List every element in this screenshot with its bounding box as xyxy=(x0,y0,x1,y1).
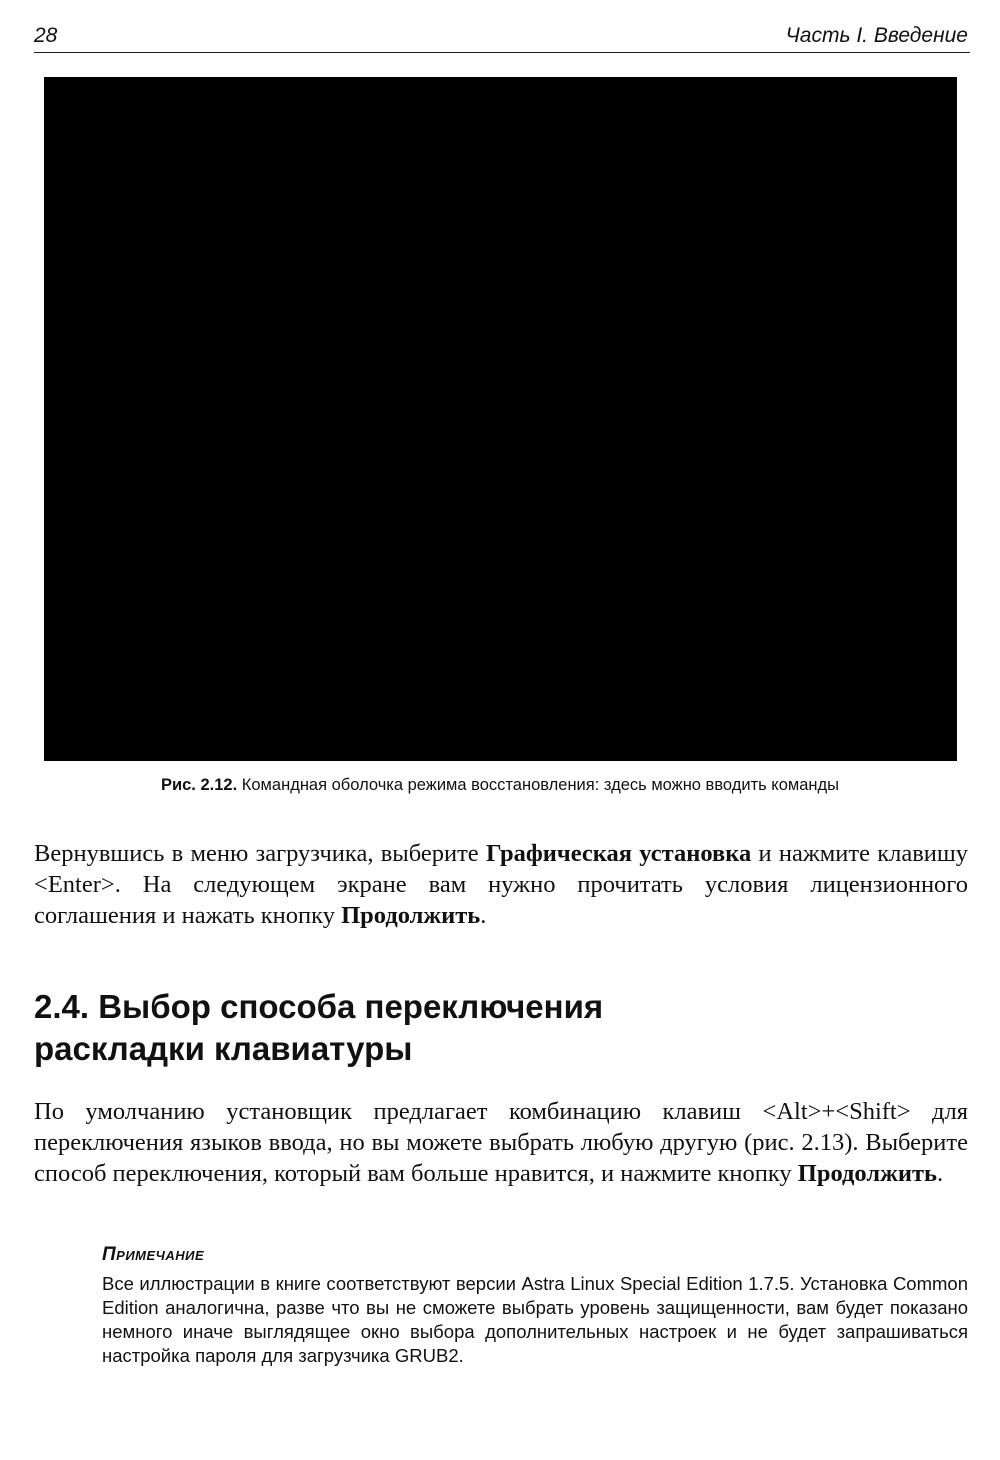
caption-text: Командная оболочка режима восстановления: здесь можно вводить команды xyxy=(237,776,840,794)
para2-bold-1: Продолжить xyxy=(797,1160,937,1187)
para2-text-1: По умолчанию установщик предлагает комбинацию клавиш <Alt>+<Shift> для переключения языков ввода, но вы можете выбрать любую другую (рис. 2.13). Выберите способ переключения, который вам больше нравится, и нажмите кнопку xyxy=(34,1098,968,1187)
body-paragraph-1 xyxy=(34,838,968,931)
section-heading-line-2: раскладки клавиатуры xyxy=(34,1030,413,1067)
para1-bold-1: Графическая установка xyxy=(485,840,752,867)
para1-bold-2: Продолжить xyxy=(341,902,481,929)
note-title: Примечание xyxy=(102,1244,205,1265)
page-number: 28 xyxy=(34,24,58,47)
section-heading xyxy=(34,986,968,1070)
para1-text-1: Вернувшись в меню загрузчика, выберите xyxy=(34,840,486,867)
note-block xyxy=(102,1244,968,1368)
note-text: Все иллюстрации в книге соответствуют версии Astra Linux Special Edition 1.7.5. Установка Common Edition аналогична, разве что вы не сможете выбрать уровень защищенности, вам будет показано немного иначе выглядящее окно выбора дополнительных настроек и не будет запрашиваться настройка пароля для загрузчика GRUB2. xyxy=(102,1273,968,1366)
para1-text-2: и нажмите клавишу <Enter>. На следующем экране вам нужно прочитать условия лицензионного соглашения и нажать кнопку xyxy=(34,840,968,929)
body-paragraph-2 xyxy=(34,1096,968,1189)
para1-text-3: . xyxy=(480,902,487,929)
figure-2-12-screenshot xyxy=(44,77,957,761)
section-heading-line-1: 2.4. Выбор способа переключения xyxy=(34,988,604,1025)
running-head: Часть I. Введение xyxy=(785,24,968,47)
figure-caption xyxy=(0,776,1000,795)
caption-label: Рис. 2.12. xyxy=(160,776,238,794)
page-header xyxy=(34,22,970,53)
para2-text-2: . xyxy=(936,1160,944,1187)
